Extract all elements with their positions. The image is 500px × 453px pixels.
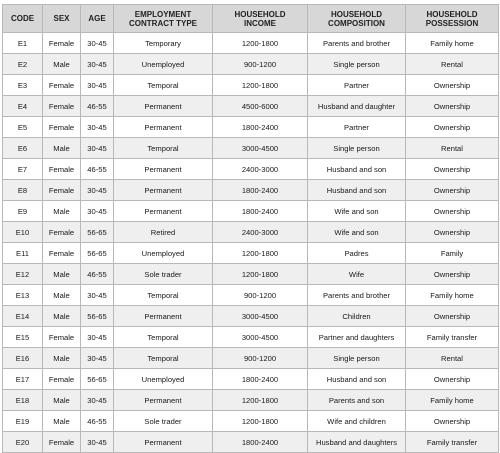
cell-sex: Male xyxy=(43,348,81,369)
cell-household-composition: Partner and daughters xyxy=(308,327,406,348)
cell-age: 30-45 xyxy=(81,327,114,348)
cell-household-composition: Partner xyxy=(308,117,406,138)
cell-employment-contract-type: Temporal xyxy=(114,327,213,348)
cell-code: E6 xyxy=(3,138,43,159)
cell-age: 30-45 xyxy=(81,285,114,306)
table-row xyxy=(3,117,499,138)
cell-employment-contract-type: Sole trader xyxy=(114,264,213,285)
header-sex xyxy=(43,5,81,33)
cell-code: E9 xyxy=(3,201,43,222)
cell-household-composition: Husband and son xyxy=(308,180,406,201)
cell-household-possession: Ownership xyxy=(406,180,499,201)
table-row xyxy=(3,180,499,201)
cell-age: 30-45 xyxy=(81,54,114,75)
cell-code: E10 xyxy=(3,222,43,243)
cell-code: E15 xyxy=(3,327,43,348)
table-row xyxy=(3,33,499,54)
cell-code: E17 xyxy=(3,369,43,390)
cell-sex: Female xyxy=(43,432,81,453)
cell-household-income: 1800-2400 xyxy=(213,180,308,201)
cell-household-income: 2400-3000 xyxy=(213,222,308,243)
cell-code: E8 xyxy=(3,180,43,201)
cell-code: E13 xyxy=(3,285,43,306)
cell-code: E19 xyxy=(3,411,43,432)
cell-household-income: 1200-1800 xyxy=(213,264,308,285)
cell-household-income: 1200-1800 xyxy=(213,411,308,432)
cell-household-composition: Partner xyxy=(308,75,406,96)
table-row xyxy=(3,306,499,327)
table-row xyxy=(3,411,499,432)
cell-household-composition: Single person xyxy=(308,138,406,159)
cell-code: E16 xyxy=(3,348,43,369)
cell-sex: Male xyxy=(43,264,81,285)
cell-sex: Female xyxy=(43,222,81,243)
cell-sex: Female xyxy=(43,33,81,54)
cell-household-income: 1800-2400 xyxy=(213,369,308,390)
cell-household-composition: Single person xyxy=(308,54,406,75)
header-age xyxy=(81,5,114,33)
cell-code: E3 xyxy=(3,75,43,96)
header-label-line2: INCOME xyxy=(244,18,276,28)
cell-household-income: 4500-6000 xyxy=(213,96,308,117)
cell-code: E5 xyxy=(3,117,43,138)
cell-household-composition: Children xyxy=(308,306,406,327)
header-label: AGE xyxy=(88,14,106,23)
cell-household-possession: Ownership xyxy=(406,75,499,96)
cell-household-possession: Family home xyxy=(406,33,499,54)
cell-household-possession: Ownership xyxy=(406,117,499,138)
cell-age: 46-55 xyxy=(81,159,114,180)
header-label-line2: COMPOSITION xyxy=(328,18,385,28)
cell-household-possession: Ownership xyxy=(406,411,499,432)
cell-sex: Male xyxy=(43,390,81,411)
cell-age: 30-45 xyxy=(81,33,114,54)
cell-household-composition: Parents and son xyxy=(308,390,406,411)
cell-employment-contract-type: Permanent xyxy=(114,306,213,327)
cell-code: E2 xyxy=(3,54,43,75)
cell-employment-contract-type: Permanent xyxy=(114,159,213,180)
cell-employment-contract-type: Sole trader xyxy=(114,411,213,432)
header-label: CODE xyxy=(10,14,35,23)
cell-age: 56-65 xyxy=(81,369,114,390)
header-household-income xyxy=(213,5,308,33)
household-table xyxy=(2,4,499,453)
cell-employment-contract-type: Temporal xyxy=(114,348,213,369)
cell-code: E20 xyxy=(3,432,43,453)
header-label-line1: HOUSEHOLD xyxy=(330,9,383,19)
cell-household-possession: Ownership xyxy=(406,201,499,222)
cell-household-possession: Ownership xyxy=(406,222,499,243)
cell-sex: Female xyxy=(43,117,81,138)
cell-household-composition: Wife and son xyxy=(308,201,406,222)
cell-employment-contract-type: Permanent xyxy=(114,390,213,411)
cell-employment-contract-type: Temporary xyxy=(114,33,213,54)
cell-household-possession: Family home xyxy=(406,390,499,411)
cell-age: 30-45 xyxy=(81,432,114,453)
cell-employment-contract-type: Unemployed xyxy=(114,54,213,75)
table-row xyxy=(3,390,499,411)
table-body xyxy=(3,33,499,453)
cell-household-possession: Ownership xyxy=(406,96,499,117)
cell-household-income: 1200-1800 xyxy=(213,390,308,411)
cell-sex: Female xyxy=(43,96,81,117)
table-row xyxy=(3,75,499,96)
table-row xyxy=(3,327,499,348)
cell-household-income: 900-1200 xyxy=(213,54,308,75)
cell-code: E18 xyxy=(3,390,43,411)
cell-household-income: 3000-4500 xyxy=(213,306,308,327)
header-label-line2: CONTRACT TYPE xyxy=(129,18,197,28)
cell-age: 30-45 xyxy=(81,75,114,96)
cell-sex: Male xyxy=(43,306,81,327)
cell-household-possession: Ownership xyxy=(406,306,499,327)
cell-age: 30-45 xyxy=(81,348,114,369)
table-row xyxy=(3,138,499,159)
table-row xyxy=(3,285,499,306)
cell-household-composition: Wife and children xyxy=(308,411,406,432)
table-row xyxy=(3,369,499,390)
cell-household-income: 900-1200 xyxy=(213,348,308,369)
cell-code: E4 xyxy=(3,96,43,117)
cell-household-composition: Husband and daughter xyxy=(308,96,406,117)
cell-employment-contract-type: Retired xyxy=(114,222,213,243)
cell-household-possession: Family home xyxy=(406,285,499,306)
cell-employment-contract-type: Temporal xyxy=(114,75,213,96)
cell-household-possession: Ownership xyxy=(406,264,499,285)
cell-sex: Female xyxy=(43,369,81,390)
cell-household-possession: Family transfer xyxy=(406,327,499,348)
cell-employment-contract-type: Permanent xyxy=(114,180,213,201)
cell-household-income: 1800-2400 xyxy=(213,201,308,222)
cell-sex: Female xyxy=(43,159,81,180)
table-row xyxy=(3,201,499,222)
cell-code: E14 xyxy=(3,306,43,327)
header-household-composition xyxy=(308,5,406,33)
cell-sex: Female xyxy=(43,180,81,201)
cell-age: 56-65 xyxy=(81,243,114,264)
cell-sex: Male xyxy=(43,285,81,306)
header-label-line1: HOUSEHOLD xyxy=(234,9,286,19)
table-row xyxy=(3,54,499,75)
cell-sex: Female xyxy=(43,75,81,96)
cell-age: 46-55 xyxy=(81,96,114,117)
cell-age: 30-45 xyxy=(81,117,114,138)
table-row xyxy=(3,348,499,369)
cell-household-possession: Ownership xyxy=(406,369,499,390)
cell-age: 56-65 xyxy=(81,222,114,243)
cell-household-income: 1800-2400 xyxy=(213,117,308,138)
cell-employment-contract-type: Unemployed xyxy=(114,243,213,264)
header-label-line1: EMPLOYMENT xyxy=(134,9,192,19)
cell-household-income: 3000-4500 xyxy=(213,138,308,159)
cell-sex: Male xyxy=(43,201,81,222)
cell-household-composition: Single person xyxy=(308,348,406,369)
data-table-container xyxy=(2,4,498,453)
cell-age: 30-45 xyxy=(81,390,114,411)
header-label: SEX xyxy=(53,14,70,23)
cell-household-income: 3000-4500 xyxy=(213,327,308,348)
header-code xyxy=(3,5,43,33)
header-row xyxy=(3,5,499,33)
cell-household-income: 1200-1800 xyxy=(213,243,308,264)
cell-household-income: 1200-1800 xyxy=(213,75,308,96)
cell-household-income: 900-1200 xyxy=(213,285,308,306)
table-row xyxy=(3,432,499,453)
header-employment-contract-type xyxy=(114,5,213,33)
cell-household-possession: Family xyxy=(406,243,499,264)
cell-sex: Male xyxy=(43,411,81,432)
cell-household-composition: Parents and brother xyxy=(308,33,406,54)
cell-employment-contract-type: Permanent xyxy=(114,432,213,453)
cell-household-composition: Parents and brother xyxy=(308,285,406,306)
cell-code: E12 xyxy=(3,264,43,285)
cell-employment-contract-type: Permanent xyxy=(114,201,213,222)
cell-household-composition: Wife xyxy=(308,264,406,285)
cell-employment-contract-type: Unemployed xyxy=(114,369,213,390)
cell-code: E1 xyxy=(3,33,43,54)
cell-household-income: 1800-2400 xyxy=(213,432,308,453)
table-row xyxy=(3,96,499,117)
cell-household-possession: Rental xyxy=(406,348,499,369)
cell-age: 30-45 xyxy=(81,138,114,159)
cell-household-composition: Wife and son xyxy=(308,222,406,243)
header-label-line2: POSSESSION xyxy=(425,18,479,28)
cell-household-income: 2400-3000 xyxy=(213,159,308,180)
cell-employment-contract-type: Permanent xyxy=(114,117,213,138)
cell-household-possession: Rental xyxy=(406,138,499,159)
cell-sex: Female xyxy=(43,327,81,348)
cell-code: E7 xyxy=(3,159,43,180)
cell-household-possession: Rental xyxy=(406,54,499,75)
cell-household-composition: Husband and daughters xyxy=(308,432,406,453)
table-row xyxy=(3,159,499,180)
cell-employment-contract-type: Temporal xyxy=(114,138,213,159)
cell-sex: Male xyxy=(43,138,81,159)
cell-sex: Female xyxy=(43,243,81,264)
header-household-possession xyxy=(406,5,499,33)
cell-household-composition: Husband and son xyxy=(308,369,406,390)
table-row xyxy=(3,222,499,243)
cell-age: 30-45 xyxy=(81,180,114,201)
cell-age: 30-45 xyxy=(81,201,114,222)
cell-employment-contract-type: Temporal xyxy=(114,285,213,306)
header-label-line1: HOUSEHOLD xyxy=(426,9,478,19)
cell-code: E11 xyxy=(3,243,43,264)
cell-age: 56-65 xyxy=(81,306,114,327)
cell-age: 46-55 xyxy=(81,264,114,285)
cell-household-possession: Family transfer xyxy=(406,432,499,453)
table-row xyxy=(3,264,499,285)
cell-household-composition: Padres xyxy=(308,243,406,264)
cell-household-composition: Husband and son xyxy=(308,159,406,180)
cell-age: 46-55 xyxy=(81,411,114,432)
cell-sex: Male xyxy=(43,54,81,75)
cell-household-possession: Ownership xyxy=(406,159,499,180)
cell-employment-contract-type: Permanent xyxy=(114,96,213,117)
cell-household-income: 1200-1800 xyxy=(213,33,308,54)
table-row xyxy=(3,243,499,264)
